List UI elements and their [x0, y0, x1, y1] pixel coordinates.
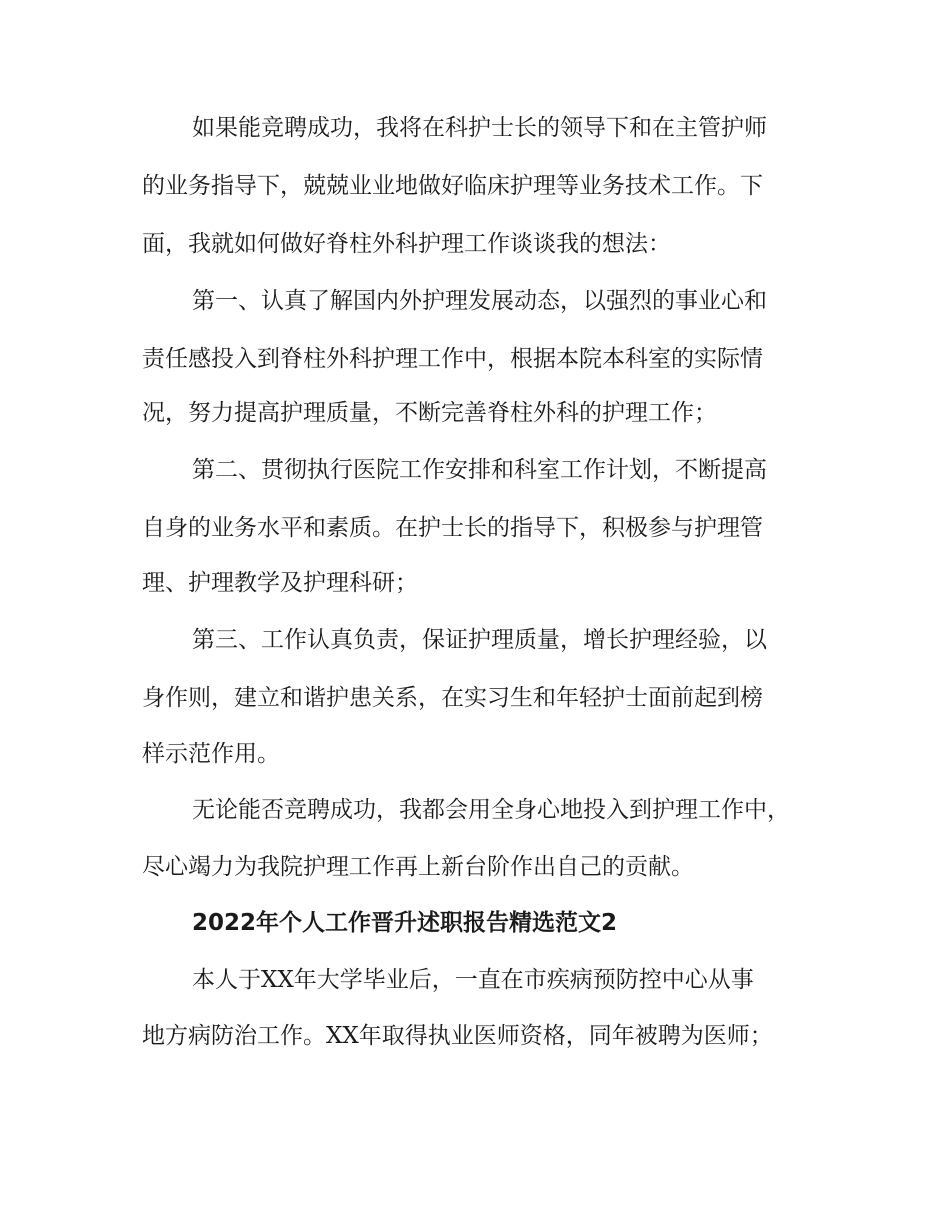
paragraph-4-line-2: 身作则，建立和谐护患关系，在实习生和年轻护士面前起到榜 [142, 685, 763, 711]
final-paragraph-line-1: 本人于XX年大学毕业后，一直在市疾病预防控中心从事 [192, 967, 754, 993]
paragraph-5-line-1: 无论能否竞聘成功，我都会用全身心地投入到护理工作中， [192, 797, 790, 823]
paragraph-2-line-3: 况，努力提高护理质量，不断完善脊柱外科的护理工作； [142, 400, 717, 426]
final-paragraph-line-2: 地方病防治工作。XX年取得执业医师资格，同年被聘为医师； [142, 1023, 773, 1049]
paragraph-3-line-2: 自身的业务水平和素质。在护士长的指导下，积极参与护理管 [142, 515, 763, 541]
paragraph-1-line-2: 的业务指导下，兢兢业业地做好临床护理等业务技术工作。下 [142, 173, 763, 199]
paragraph-1-line-3: 面，我就如何做好脊柱外科护理工作谈谈我的想法： [142, 231, 671, 257]
paragraph-3-line-1: 第二、贯彻执行医院工作安排和科室工作计划，不断提高 [192, 457, 767, 483]
paragraph-3-line-3: 理、护理教学及护理科研； [142, 570, 418, 596]
paragraph-2-line-1: 第一、认真了解国内外护理发展动态，以强烈的事业心和 [192, 288, 767, 314]
paragraph-2-line-2: 责任感投入到脊柱外科护理工作中，根据本院本科室的实际情 [142, 346, 763, 372]
paragraph-4-line-1: 第三、工作认真负责，保证护理质量，增长护理经验，以 [192, 627, 767, 653]
section-heading: 2022年个人工作晋升述职报告精选范文2 [192, 910, 618, 936]
paragraph-5-line-2: 尽心竭力为我院护理工作再上新台阶作出自己的贡献。 [142, 854, 694, 880]
paragraph-4-line-3: 样示范作用。 [142, 741, 280, 767]
paragraph-1-line-1: 如果能竞聘成功，我将在科护士长的领导下和在主管护师 [192, 115, 767, 141]
